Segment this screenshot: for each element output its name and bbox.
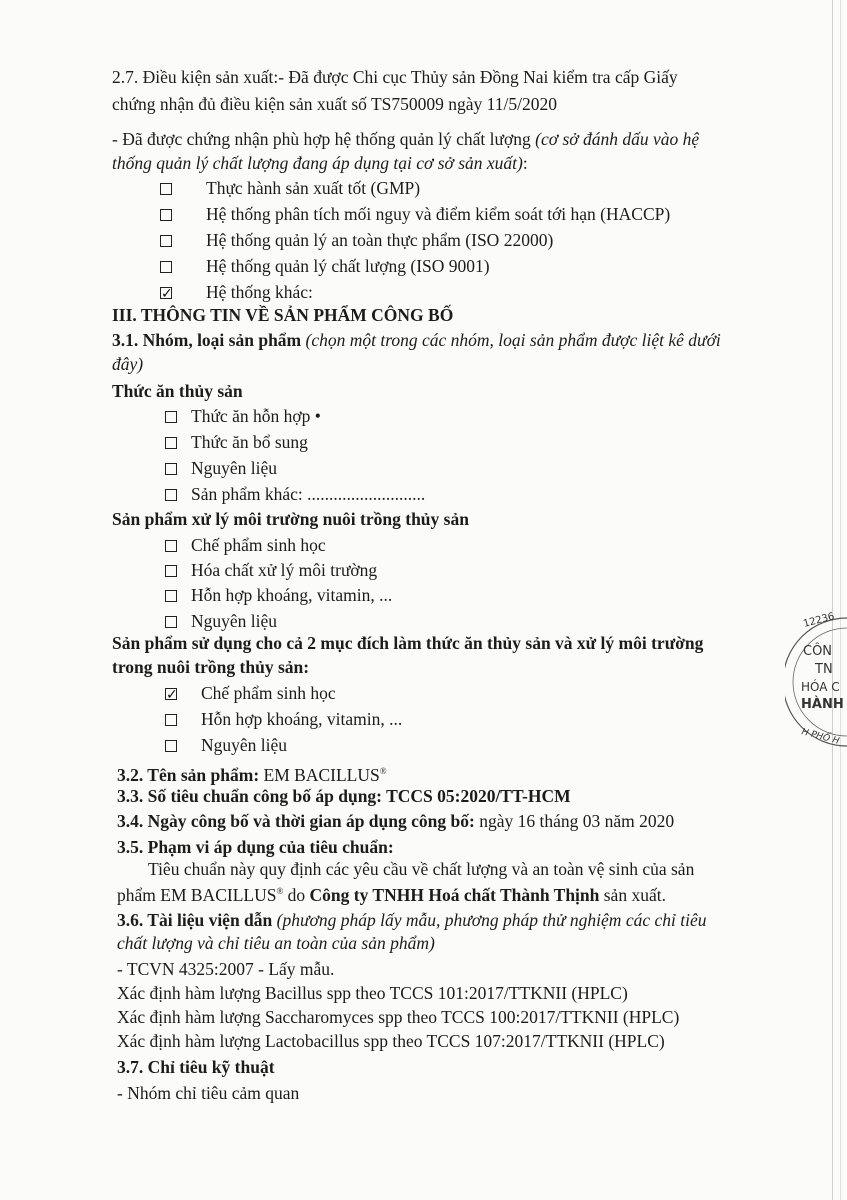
s32-line: 3.2. Tên sản phẩm: EM BACILLUS® bbox=[117, 764, 387, 785]
s33-line: 3.3. Số tiêu chuẩn công bố áp dụng: TCCS 05:2020/TT-HCM bbox=[117, 786, 571, 806]
group1-item: Sản phẩm khác: ........................... bbox=[165, 483, 425, 505]
checkbox-icon[interactable] bbox=[165, 540, 177, 552]
checkbox-icon[interactable] bbox=[165, 489, 177, 501]
checkbox-icon[interactable] bbox=[160, 209, 172, 221]
checkbox-icon[interactable] bbox=[160, 235, 172, 247]
checkbox-icon[interactable] bbox=[165, 590, 177, 602]
s31-line-1: 3.1. Nhóm, loại sản phẩm (chọn một trong các nhóm, loại sản phẩm được liệt kê dưới bbox=[112, 330, 721, 350]
section-heading: III. THÔNG TIN VỀ SẢN PHẨM CÔNG BỐ bbox=[112, 305, 454, 325]
reference-item: Xác định hàm lượng Bacillus spp theo TCCS 101:2017/TTKNII (HPLC) bbox=[117, 983, 628, 1003]
reference-item: - TCVN 4325:2007 - Lấy mẫu. bbox=[117, 959, 335, 979]
group-title: trong nuôi trồng thủy sản: bbox=[112, 657, 310, 677]
qms-item: ✓Hệ thống khác: bbox=[160, 281, 313, 303]
reference-item: Xác định hàm lượng Lactobacillus spp theo TCCS 107:2017/TTKNII (HPLC) bbox=[117, 1031, 665, 1051]
checkbox-icon[interactable] bbox=[165, 437, 177, 449]
s35-text-1: Tiêu chuẩn này quy định các yêu cầu về chất lượng và an toàn vệ sinh của sản bbox=[148, 859, 695, 879]
checkbox-icon[interactable] bbox=[160, 183, 172, 195]
checkbox-icon[interactable] bbox=[165, 565, 177, 577]
s36-line-2: chất lượng và chỉ tiêu an toàn của sản phẩm) bbox=[117, 933, 435, 953]
group2-item: Chế phẩm sinh học bbox=[165, 534, 326, 556]
qms-item: Hệ thống phân tích mối nguy và điểm kiểm soát tới hạn (HACCP) bbox=[160, 203, 670, 225]
checked-checkbox-icon[interactable] bbox=[165, 688, 177, 700]
s27-line-2: chứng nhận đủ điều kiện sản xuất số TS750009 ngày 11/5/2020 bbox=[112, 94, 557, 114]
group-title: Thức ăn thủy sản bbox=[112, 381, 243, 401]
group1-item: Thức ăn bổ sung bbox=[165, 431, 308, 453]
s34-line: 3.4. Ngày công bố và thời gian áp dụng công bố: ngày 16 tháng 03 năm 2020 bbox=[117, 811, 675, 831]
group1-item: Nguyên liệu bbox=[165, 457, 277, 479]
checkbox-icon[interactable] bbox=[165, 740, 177, 752]
s35-text-2: phẩm EM BACILLUS® do Công ty TNHH Hoá chất Thành Thịnh sản xuất. bbox=[117, 884, 666, 905]
s35-line: 3.5. Phạm vi áp dụng của tiêu chuẩn: bbox=[117, 837, 394, 857]
s36-line-1: 3.6. Tài liệu viện dẫn (phương pháp lấy mẫu, phương pháp thử nghiệm các chỉ tiêu bbox=[117, 910, 707, 930]
s27-line-1: 2.7. Điều kiện sản xuất:- Đã được Chi cục Thủy sản Đồng Nai kiểm tra cấp Giấy bbox=[112, 67, 678, 87]
checked-checkbox-icon[interactable] bbox=[160, 287, 172, 299]
checkbox-icon[interactable] bbox=[165, 411, 177, 423]
checkbox-icon[interactable] bbox=[160, 261, 172, 273]
s31-line-2: đây) bbox=[112, 354, 144, 374]
qms-item: Hệ thống quản lý an toàn thực phẩm (ISO 22000) bbox=[160, 229, 553, 251]
group3-item: Nguyên liệu bbox=[165, 734, 287, 756]
s37-heading: 3.7. Chỉ tiêu kỹ thuật bbox=[117, 1057, 275, 1077]
qms-item: Hệ thống quản lý chất lượng (ISO 9001) bbox=[160, 255, 490, 277]
s37-line: - Nhóm chỉ tiêu cảm quan bbox=[117, 1083, 300, 1103]
group-title: Sản phẩm xử lý môi trường nuôi trồng thủy sản bbox=[112, 509, 469, 529]
group3-item: ✓Chế phẩm sinh học bbox=[165, 682, 336, 704]
group3-item: Hỗn hợp khoáng, vitamin, ... bbox=[165, 708, 402, 730]
group1-item: Thức ăn hỗn hợp • bbox=[165, 405, 321, 427]
s27-line-3: - Đã được chứng nhận phù hợp hệ thống quản lý chất lượng (cơ sở đánh dấu vào hệ bbox=[112, 129, 700, 149]
qms-item: Thực hành sản xuất tốt (GMP) bbox=[160, 177, 420, 199]
group2-item: Hỗn hợp khoáng, vitamin, ... bbox=[165, 584, 392, 606]
checkbox-icon[interactable] bbox=[165, 463, 177, 475]
company-stamp: 12236 CÔN TN HÓA C HÀNH H PHỐ H bbox=[785, 600, 847, 760]
reference-item: Xác định hàm lượng Saccharomyces spp theo TCCS 100:2017/TTKNII (HPLC) bbox=[117, 1007, 680, 1027]
group2-item: Hóa chất xử lý môi trường bbox=[165, 559, 377, 581]
group-title: Sản phẩm sử dụng cho cả 2 mục đích làm thức ăn thủy sản và xử lý môi trường bbox=[112, 633, 704, 653]
s27-line-4: thống quản lý chất lượng đang áp dụng tại cơ sở sản xuất): bbox=[112, 153, 528, 173]
checkbox-icon[interactable] bbox=[165, 714, 177, 726]
checkbox-icon[interactable] bbox=[165, 616, 177, 628]
group2-item: Nguyên liệu bbox=[165, 610, 277, 632]
